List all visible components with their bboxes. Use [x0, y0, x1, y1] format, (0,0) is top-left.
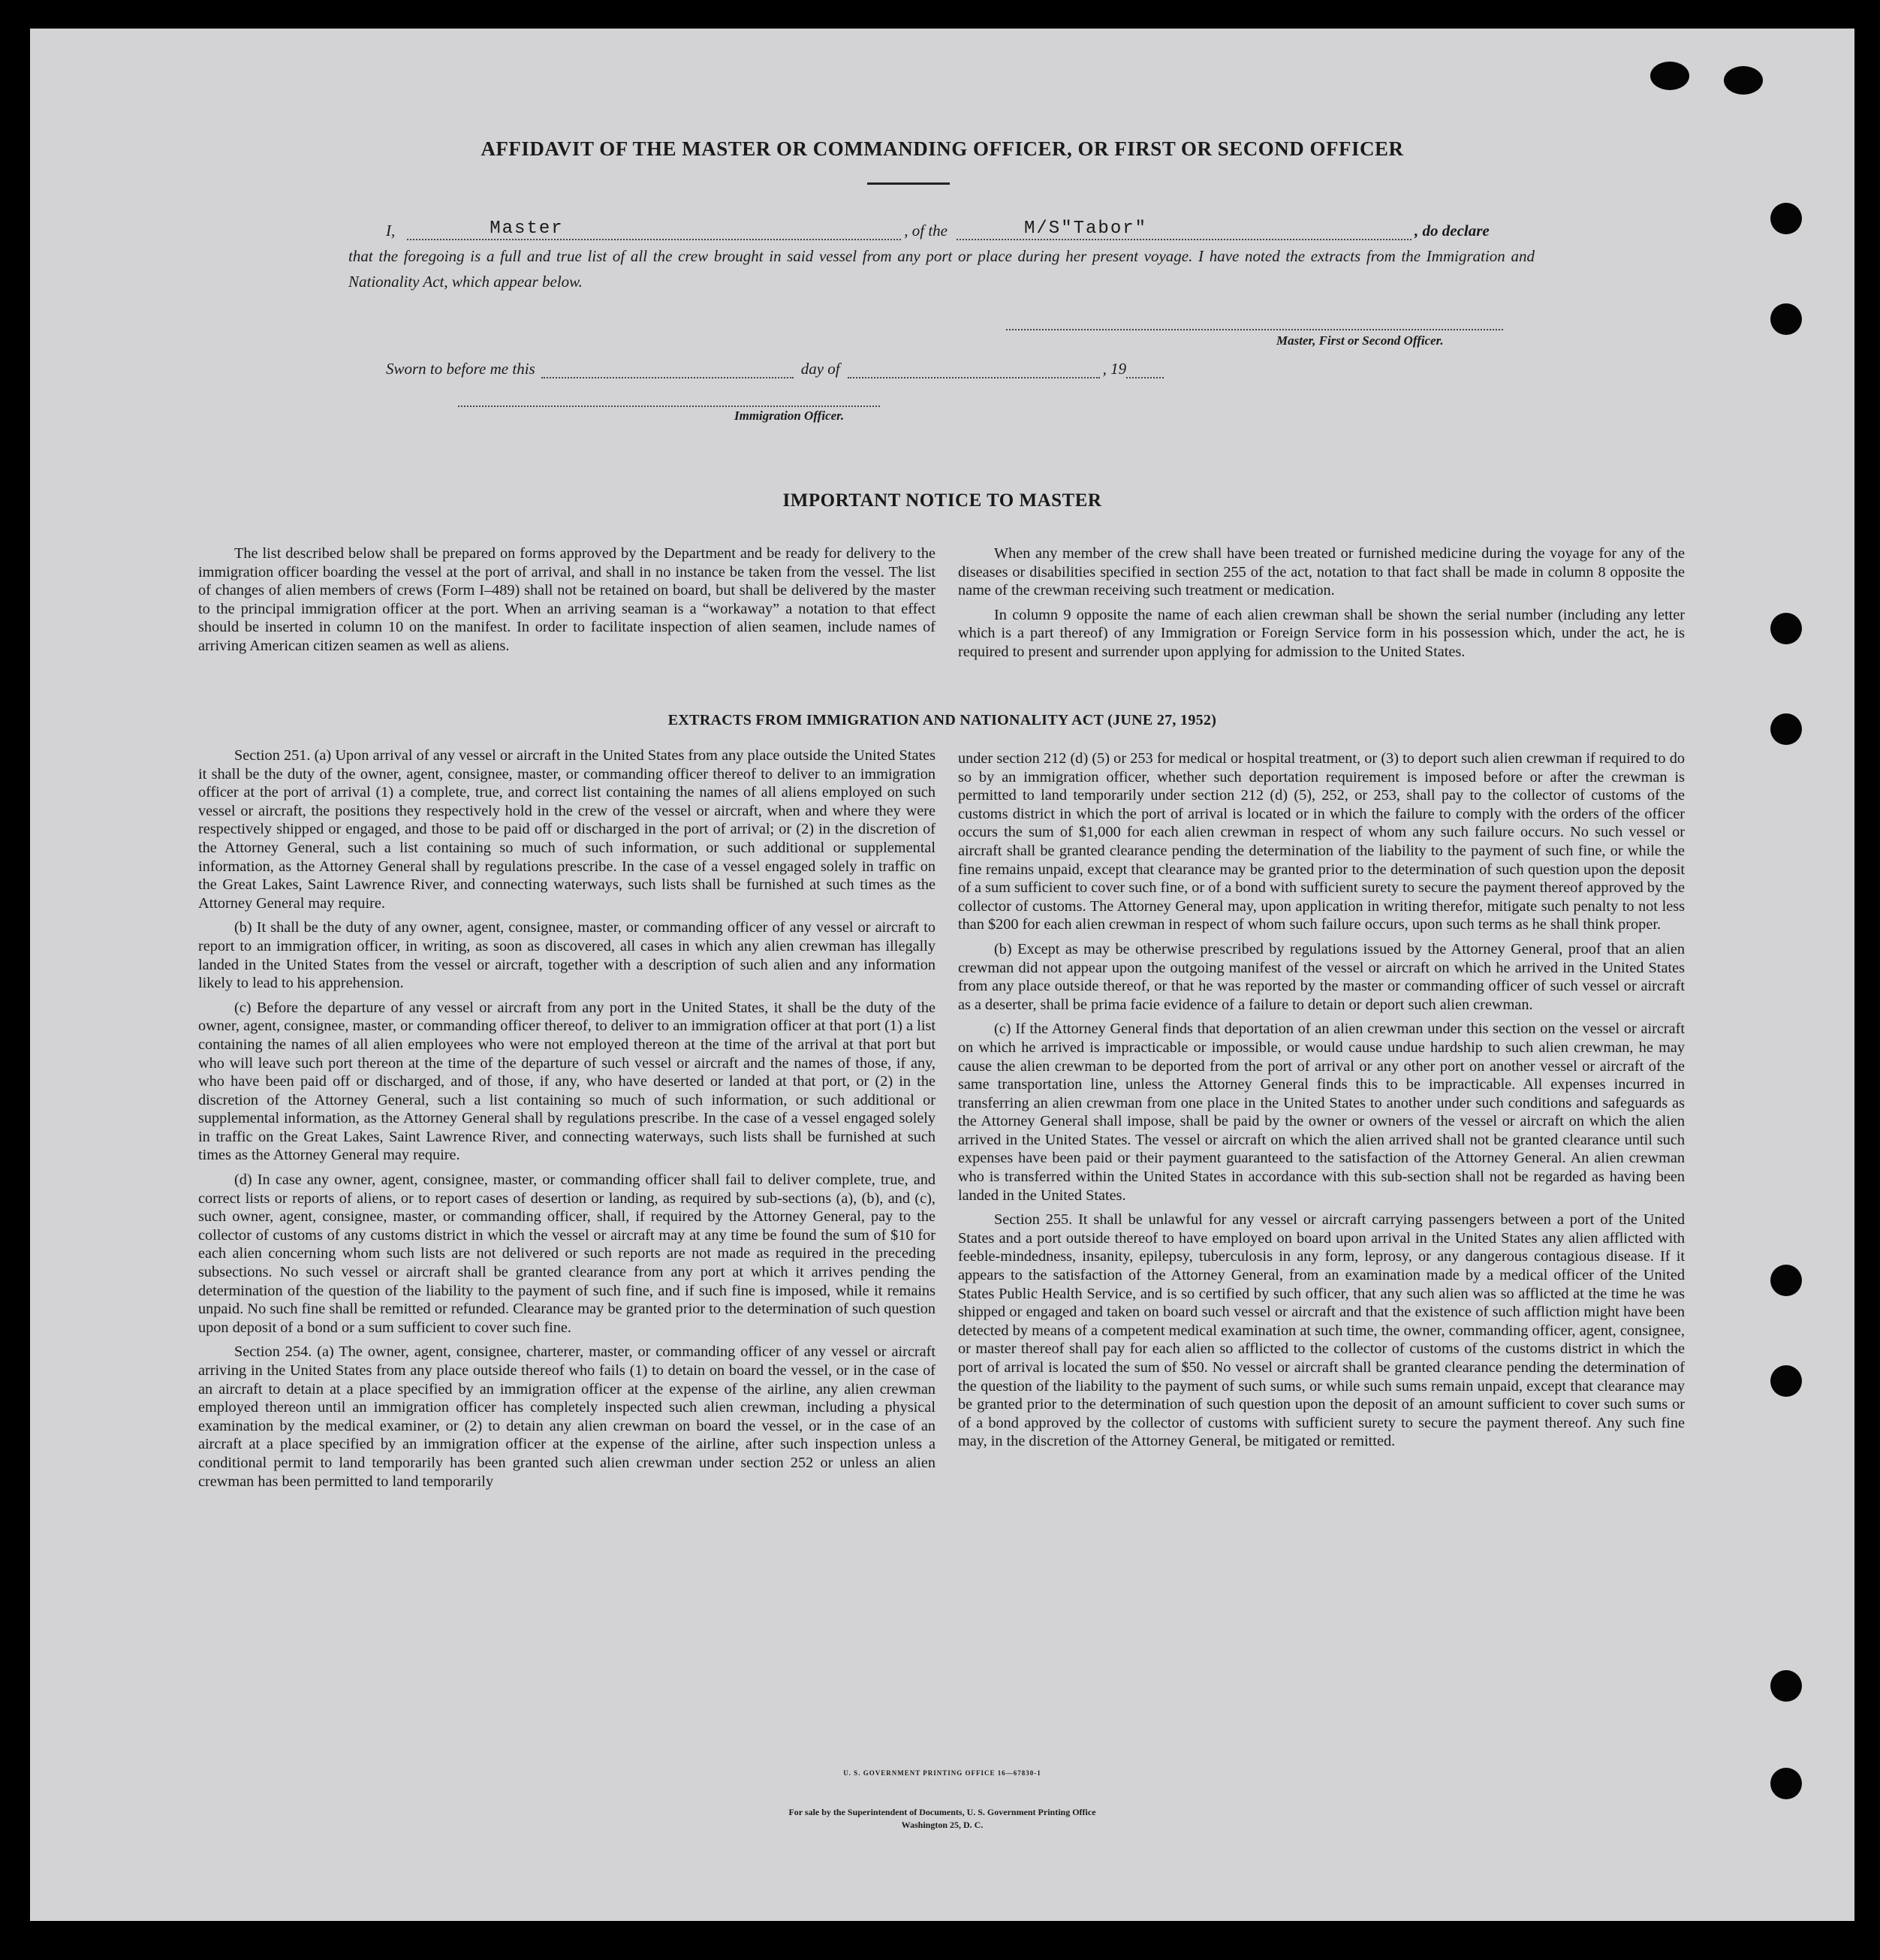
document-page: [30, 29, 1854, 1921]
sworn-year-field: [1126, 354, 1164, 378]
extracts-title: EXTRACTS FROM IMMIGRATION AND NATIONALITY ACT (JUNE 27, 1952): [667, 712, 1217, 728]
vessel-value: M/S"Tabor": [1024, 219, 1148, 239]
extracts-left-column: [198, 746, 935, 1491]
sworn-label: Sworn to before me this: [386, 360, 535, 378]
i-label: I,: [386, 222, 396, 240]
title-divider: [867, 182, 950, 185]
vessel-field: [957, 212, 1412, 240]
immigration-officer-signature-line: [458, 406, 880, 407]
sworn-day-field: [541, 354, 794, 378]
notice-left-column: [198, 544, 935, 656]
statute-paragraph: (b) It shall be the duty of any owner, agent, consignee, master, or commanding officer of any vessel or aircraft to report to an immigration officer, in writing, as soon as discovered, all cases in which any alien crewman has illegally landed in the United States from the vessel or aircraft, together with a description of such alien and any information likely to lead to his apprehension.: [198, 919, 935, 992]
notice-paragraph: The list described below shall be prepared on forms approved by the Department and be ready for delivery to the immigration officer boarding the vessel at the port of arrival, and shall in no instance be taken from the vessel. The list of changes of alien members of crews (Form I–489) shall not be retained on board, but shall be delivered by the master to the principal immigration officer at the port. When an arriving seaman is a “workaway” a notation to that effect should be inserted in column 10 on the manifest. In order to facilitate inspection of alien seamen, include names of arriving American citizen seamen as well as aliens.: [198, 545, 935, 654]
statute-paragraph: under section 212 (d) (5) or 253 for medical or hospital treatment, or (3) to deport such alien crewman if required to do so by an immigration officer, whether such deportation requirement is imposed before or after the crewman is permitted to land temporarily under section 212 (d) (5), 252, or 253, shall pay to the collector of customs of the customs district in which the port of arrival is located or in which the failure to comply with the orders of the officer occurs the sum of $1,000 for each alien crewman in respect of whom any such failure occurs. No such vessel or aircraft shall be granted clearance pending the determination of the liability to the payment of such fine, or while the fine remains unpaid, except that clearance may be granted prior to the determination of such question upon the deposit of a sum sufficient to cover such fine, or of a bond with sufficient surety to secure the payment thereof approved by the collector of customs. The Attorney General may, upon application in writing therefor, mitigate such penalty to not less than $200 for each alien crewman in respect of whom such failure occurs, upon such terms as he shall think proper.: [958, 750, 1685, 933]
statute-paragraph: (b) Except as may be otherwise prescribed by regulations issued by the Attorney General, proof that an alien crewman did not appear upon the outgoing manifest of the vessel or aircraft on which he arrived in the United States from any place outside thereof, or that he was reported by the master or commanding officer of such vessel or aircraft as a deserter, shall be prima facie evidence of a failure to detain or deport such alien crewman.: [958, 940, 1685, 1013]
declaration-body: that the foregoing is a full and true list of all the crew brought in said vessel from any port or place during her present voyage. I have noted the extracts from the Immigration and Nationality Act, which appear below.: [348, 247, 1535, 291]
statute-paragraph: (c) Before the departure of any vessel or aircraft from any port in the United States, it shall be the duty of the owner, agent, consignee, master, or commanding officer thereof, to deliver to an immigration officer at that port (1) a list containing the names of all alien employees who were not employed thereon at the time of the arrival at that port but who will leave such port thereon at the time of the departure of such vessel or aircraft and the names of those, if any, who have been paid off or discharged, and of those, if any, who have deserted or landed at that port, or (2) in the discretion of the Attorney General, such a list containing so much of such information, or such additional or supplemental information, as the Attorney General shall by regulations prescribe. In the case of a vessel engaged solely in traffic on the Great Lakes, Saint Lawrence River, and connecting waterways, such lists shall be furnished at such times as the Attorney General may require.: [198, 999, 935, 1164]
immigration-officer-caption: Immigration Officer.: [734, 409, 845, 423]
notice-paragraph: In column 9 opposite the name of each alien crewman shall be shown the serial number (including any letter which is a part thereof) of any Immigration or Foreign Service form in his possession which, under the act, he is required to present and surrender upon applying for admission to the United States.: [958, 606, 1685, 660]
statute-paragraph: (c) If the Attorney General finds that deportation of an alien crewman under this section on the vessel or aircraft on which he arrived is impracticable or impossible, or would cause undue hardship to such alien crewman, he may cause the alien crewman to be deported from the port of arrival or any other port on another vessel or aircraft of the same transportation line, unless the Attorney General finds this to be impracticable. All expenses incurred in transferring an alien crewman from one place in the United States to another under such conditions and safeguards as the Attorney General shall impose, shall be paid by the owner or owners of the vessel or aircraft on which the alien arrived in the United States. The vessel or aircraft on which the alien arrived shall not be granted clearance until such expenses have been paid or their payment guaranteed to the satisfaction of the Attorney General. An alien crewman who is transferred within the United States in accordance with this sub-section shall not be regarded as having been landed in the United States.: [958, 1021, 1685, 1204]
of-the-label: , of the: [904, 222, 948, 240]
sale-line-1: For sale by the Superintendent of Documents, U. S. Government Printing Office: [788, 1807, 1096, 1817]
notice-right-column: [958, 544, 1685, 662]
affidavit-title: AFFIDAVIT OF THE MASTER OR COMMANDING OFFICER, OR FIRST OR SECOND OFFICER: [481, 137, 1404, 160]
printer-line: U. S. GOVERNMENT PRINTING OFFICE 16—67830-1: [843, 1769, 1041, 1777]
sworn-month-field: [848, 354, 1100, 378]
notice-paragraph: When any member of the crew shall have been treated or furnished medicine during the voyage for any of the diseases or disabilities specified in section 255 of the act, notation to that fact shall be made in column 8 opposite the name of the crewman receiving such treatment or medication.: [958, 545, 1685, 599]
declare-label: , do declare: [1415, 222, 1490, 240]
declaration-line: [386, 210, 1535, 240]
extracts-right-column: [958, 749, 1685, 1451]
master-signature-line: [1006, 329, 1503, 330]
statute-paragraph: Section 251. (a) Upon arrival of any vessel or aircraft in the United States from any place outside the United States it shall be the duty of the owner, agent, consignee, master, or commanding officer thereof to deliver to an immigration officer at the port of arrival (1) a complete, true, and correct list containing the names of all aliens employed on such vessel or aircraft, the positions they respectively hold in the crew of the vessel or aircraft, when and where they were respectively shipped or engaged, and those to be paid off or discharged in the port of arrival; or (2) in the discretion of the Attorney General, such a list containing so much of such information, or such additional or supplemental information, as the Attorney General shall by regulations prescribe. In the case of a vessel engaged solely in traffic on the Great Lakes, Saint Lawrence River, and connecting waterways, such lists shall be furnished at such times as the Attorney General may require.: [198, 747, 935, 912]
notice-title: IMPORTANT NOTICE TO MASTER: [782, 490, 1102, 511]
sworn-line: [386, 351, 1257, 378]
master-signature-caption: Master, First or Second Officer.: [1276, 333, 1444, 348]
statute-paragraph: Section 254. (a) The owner, agent, consignee, charterer, master, or commanding officer of any vessel or aircraft arriving in the United States from any place outside thereof who fails (1) to detain on board the vessel, or in the case of an aircraft to detain at a place specified by an immigration officer at the expense of the airline, any alien crewman employed thereon until an immigration officer has completely inspected such alien crewman, including a physical examination by the medical examiner, or (2) to detain any alien crewman on board the vessel, or in the case of an aircraft at a place specified by an immigration officer at the expense of the airline, after such inspection unless a conditional permit to land temporarily has been granted such alien crewman under section 252 or unless an alien crewman has been permitted to land temporarily: [198, 1343, 935, 1490]
statute-paragraph: Section 255. It shall be unlawful for any vessel or aircraft carrying passengers between a port of the United States and a port outside thereof to have employed on board upon arrival in the United States any alien afflicted with feeble-mindedness, insanity, epilepsy, tuberculosis in any form, leprosy, or any dangerous contagious disease. If it appears to the satisfaction of the Attorney General, from an examination made by a medical officer of the United States Public Health Service, and is so certified by such officer, that any such alien was so afflicted at the time he was shipped or engaged and taken on board such vessel or aircraft and that the existence of such affliction might have been detected by means of a competent medical examination at such time, the owner, commanding officer, agent, consignee, or master thereof shall pay for each alien so afflicted to the collector of customs of the customs district in which the port of arrival is located the sum of $50. No vessel or aircraft shall be granted clearance pending the determination of the question of the liability to the payment of such sums, or while such sums remain unpaid, except that clearance may be granted prior to the determination of such question upon the deposit of an amount sufficient to cover such sums or of a bond approved by the collector of customs with sufficient surety to secure the payment thereof. Any such fine may, in the discretion of the Attorney General, be mitigated or remitted.: [958, 1211, 1685, 1450]
day-of-label: day of: [800, 360, 840, 378]
rank-value: Master: [490, 219, 564, 239]
sale-line-2: Washington 25, D. C.: [901, 1820, 984, 1830]
rank-field: [407, 212, 901, 240]
statute-paragraph: (d) In case any owner, agent, consignee, master, or commanding officer shall fail to deliver complete, true, and correct lists or reports of aliens, or to report cases of desertion or landing, as required by sub-sections (a), (b), and (c), such owner, agent, consignee, master, or commanding officer, shall, if required by the Attorney General, pay to the collector of customs of any customs district in which the vessel or aircraft may at any time be found the sum of $10 for each alien concerning whom such lists are not delivered or such reports are not made as required in the preceding subsections. No such vessel or aircraft shall be granted clearance from any port at which it arrives pending the determination of the question of the liability to the payment of such fine, and if such fine is imposed, while it remains unpaid. No such fine shall be remitted or refunded. Clearance may be granted prior to the determination of such question upon deposit of a bond or a sum sufficient to cover such fine.: [198, 1171, 935, 1336]
year-label: , 19: [1102, 360, 1127, 378]
